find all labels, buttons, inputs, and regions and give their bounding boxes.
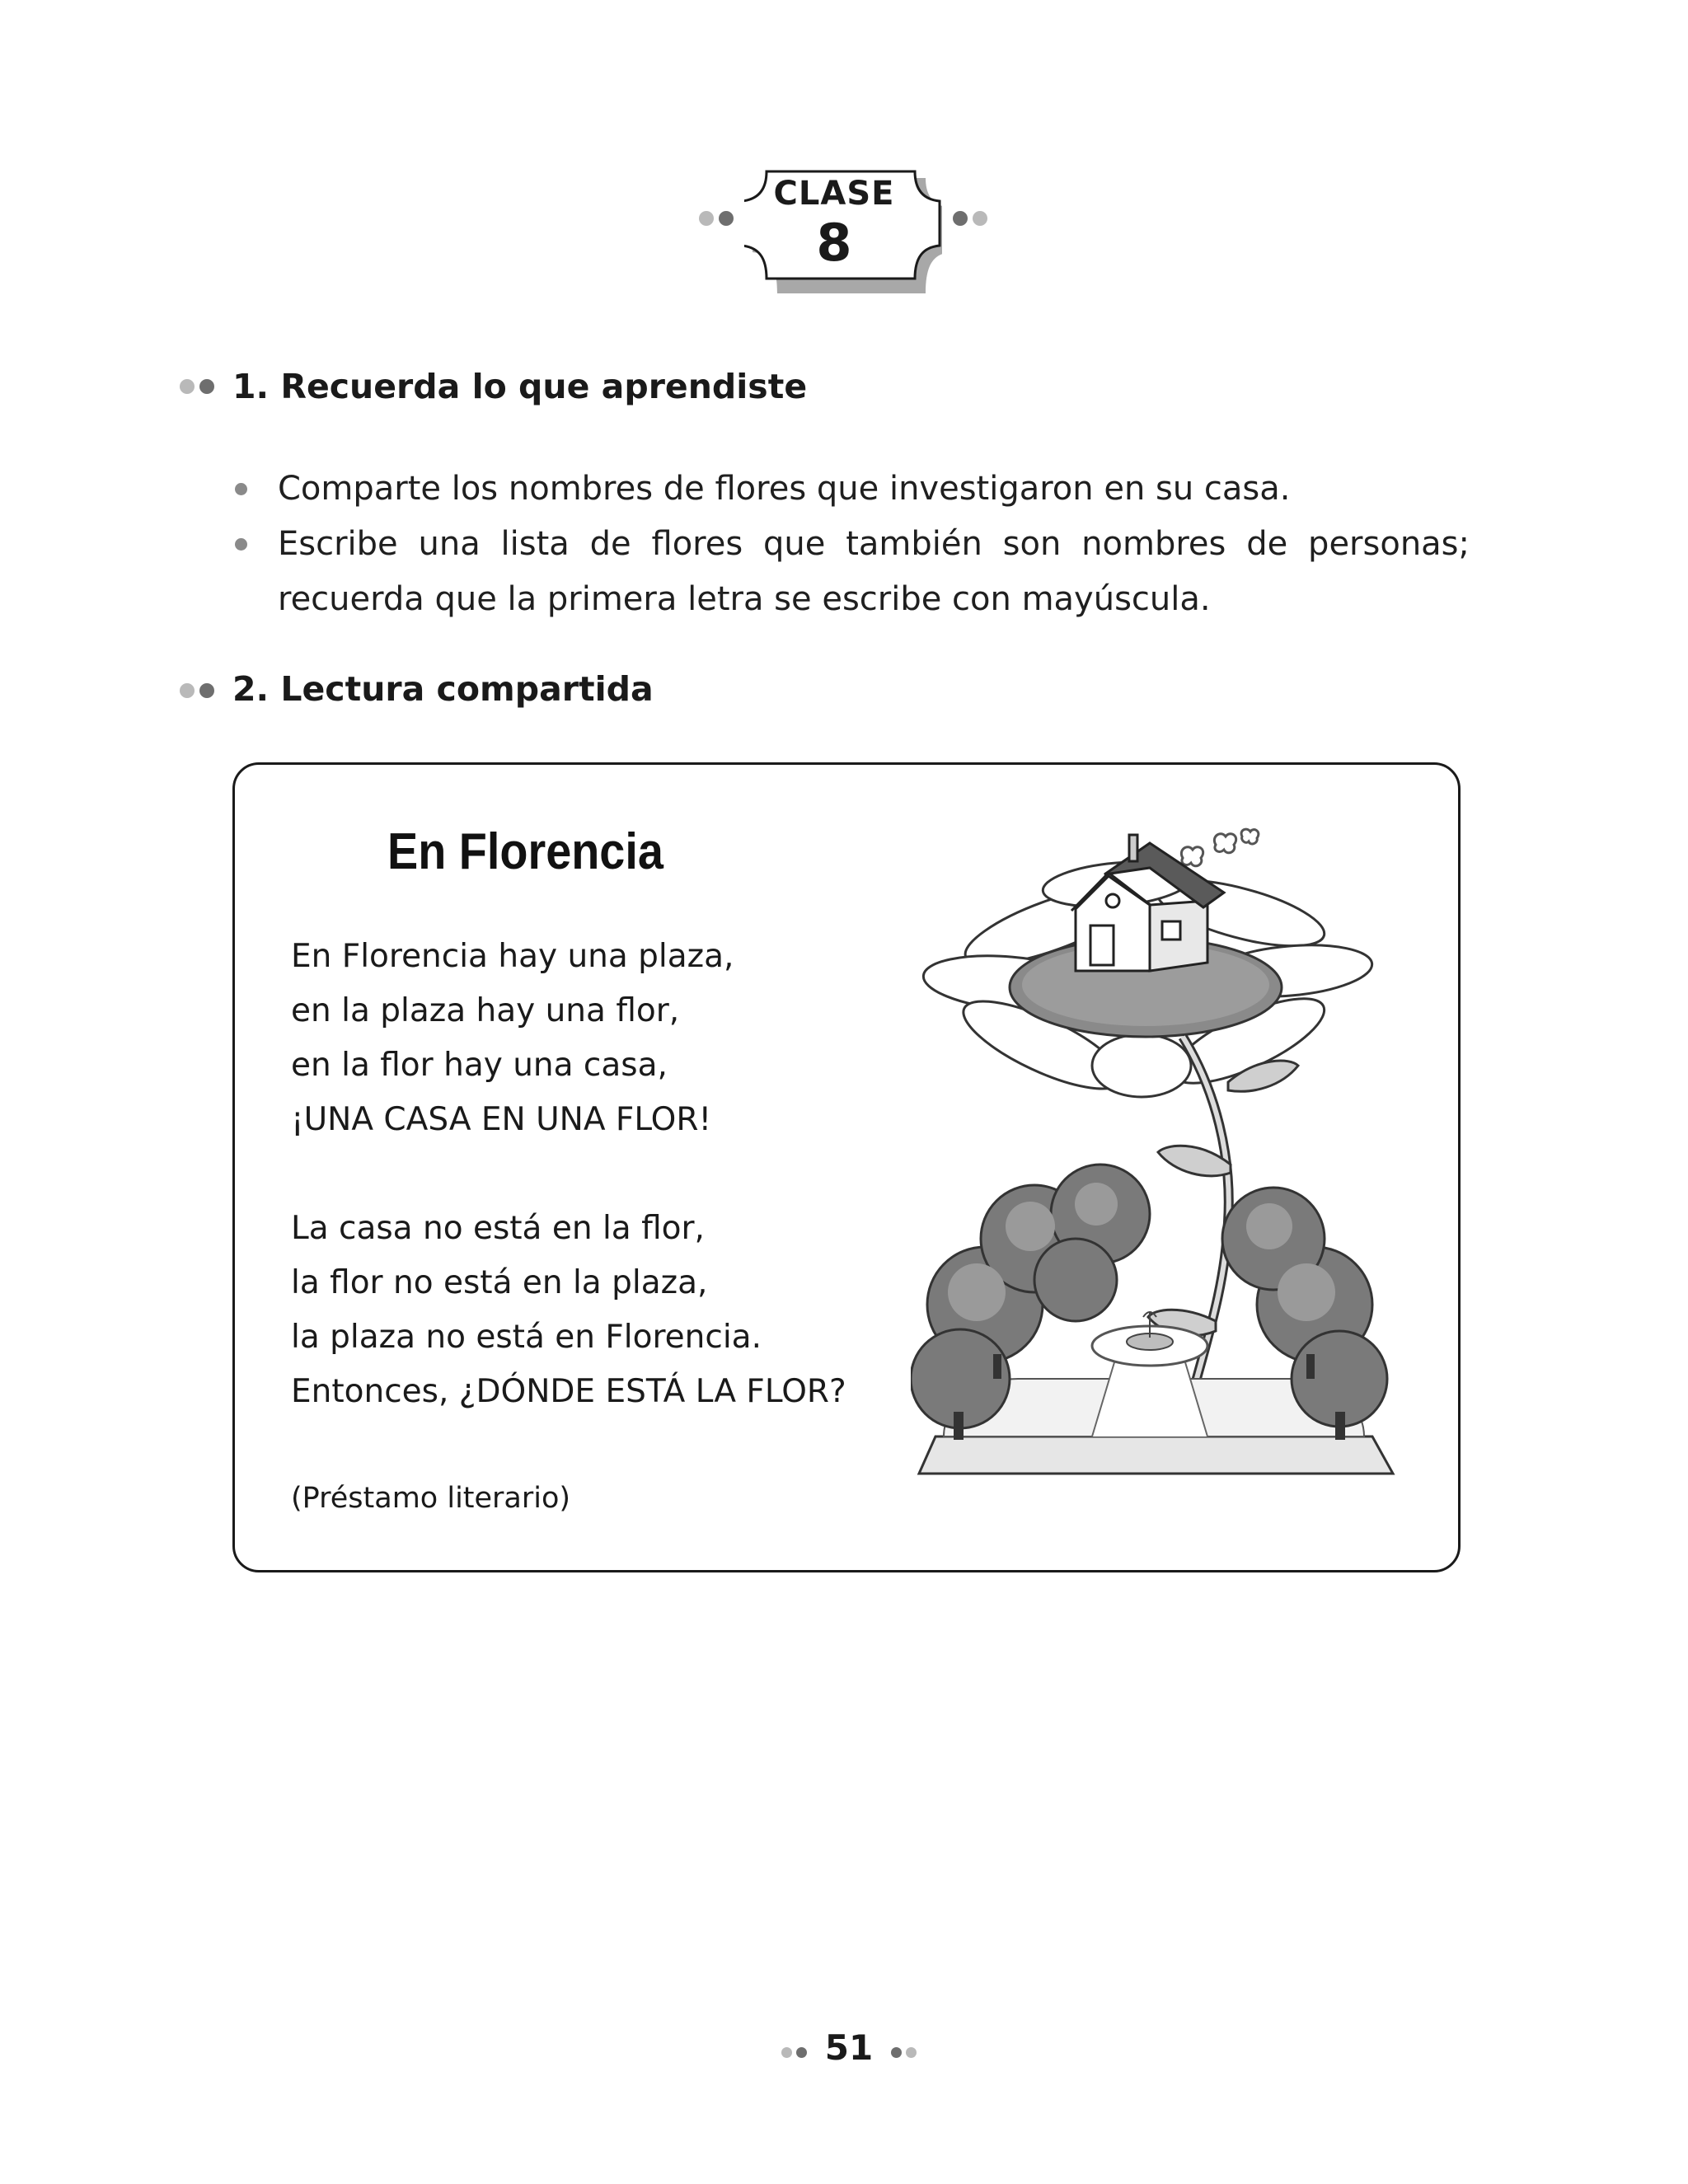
poem-line: la plaza no está en Florencia. <box>291 1319 762 1356</box>
reading-box <box>232 762 1461 1572</box>
decorative-dot <box>796 2047 807 2058</box>
lesson-number: 8 <box>816 213 852 273</box>
poem-line: En Florencia hay una plaza, <box>291 938 734 975</box>
decorative-dot <box>719 211 734 226</box>
poem-line: la flor no está en la plaza, <box>291 1264 708 1301</box>
section-dot <box>180 683 195 698</box>
poem <box>291 930 846 1474</box>
list-item-text: Comparte los nombres de flores que investigaron en su casa. <box>278 470 1291 508</box>
poem-line: en la plaza hay una flor, <box>291 992 680 1029</box>
poem-line: ¡UNA CASA EN UNA FLOR! <box>291 1101 712 1138</box>
bullet-icon <box>235 483 247 495</box>
list-item <box>233 517 1470 627</box>
list-item-text: Escribe una lista de flores que también son nombres de personas; recuerda que la primera letra se escribe con mayúscula. <box>278 525 1470 618</box>
decorative-dot <box>891 2047 902 2058</box>
lesson-badge <box>744 157 942 297</box>
bullet-icon <box>235 538 247 551</box>
section-heading-recuerda: 1. Recuerda lo que aprendiste <box>232 367 808 406</box>
section-dot <box>199 683 214 698</box>
stanza <box>291 1202 846 1419</box>
poem-line: en la flor hay una casa, <box>291 1047 668 1084</box>
list-item <box>233 462 1470 517</box>
decorative-dot <box>781 2047 792 2058</box>
decorative-dot <box>953 211 968 226</box>
poem-line: Entonces, ¿DÓNDE ESTÁ LA FLOR? <box>291 1373 846 1410</box>
page-number: 51 <box>824 2027 874 2068</box>
section-dot <box>180 379 195 394</box>
section-heading-lectura: 2. Lectura compartida <box>232 669 654 709</box>
source-note: (Préstamo literario) <box>291 1482 571 1515</box>
bullet-list <box>233 462 1470 627</box>
decorative-dot <box>973 211 987 226</box>
stanza <box>291 930 846 1147</box>
decorative-dot <box>699 211 714 226</box>
poem-line: La casa no está en la flor, <box>291 1210 705 1247</box>
poem-title: En Florencia <box>387 823 663 880</box>
decorative-dot <box>906 2047 917 2058</box>
house-on-flower-illustration <box>911 810 1397 1486</box>
section-dot <box>199 379 214 394</box>
badge-label: CLASE <box>773 175 895 213</box>
page-footer <box>0 2027 1688 2077</box>
